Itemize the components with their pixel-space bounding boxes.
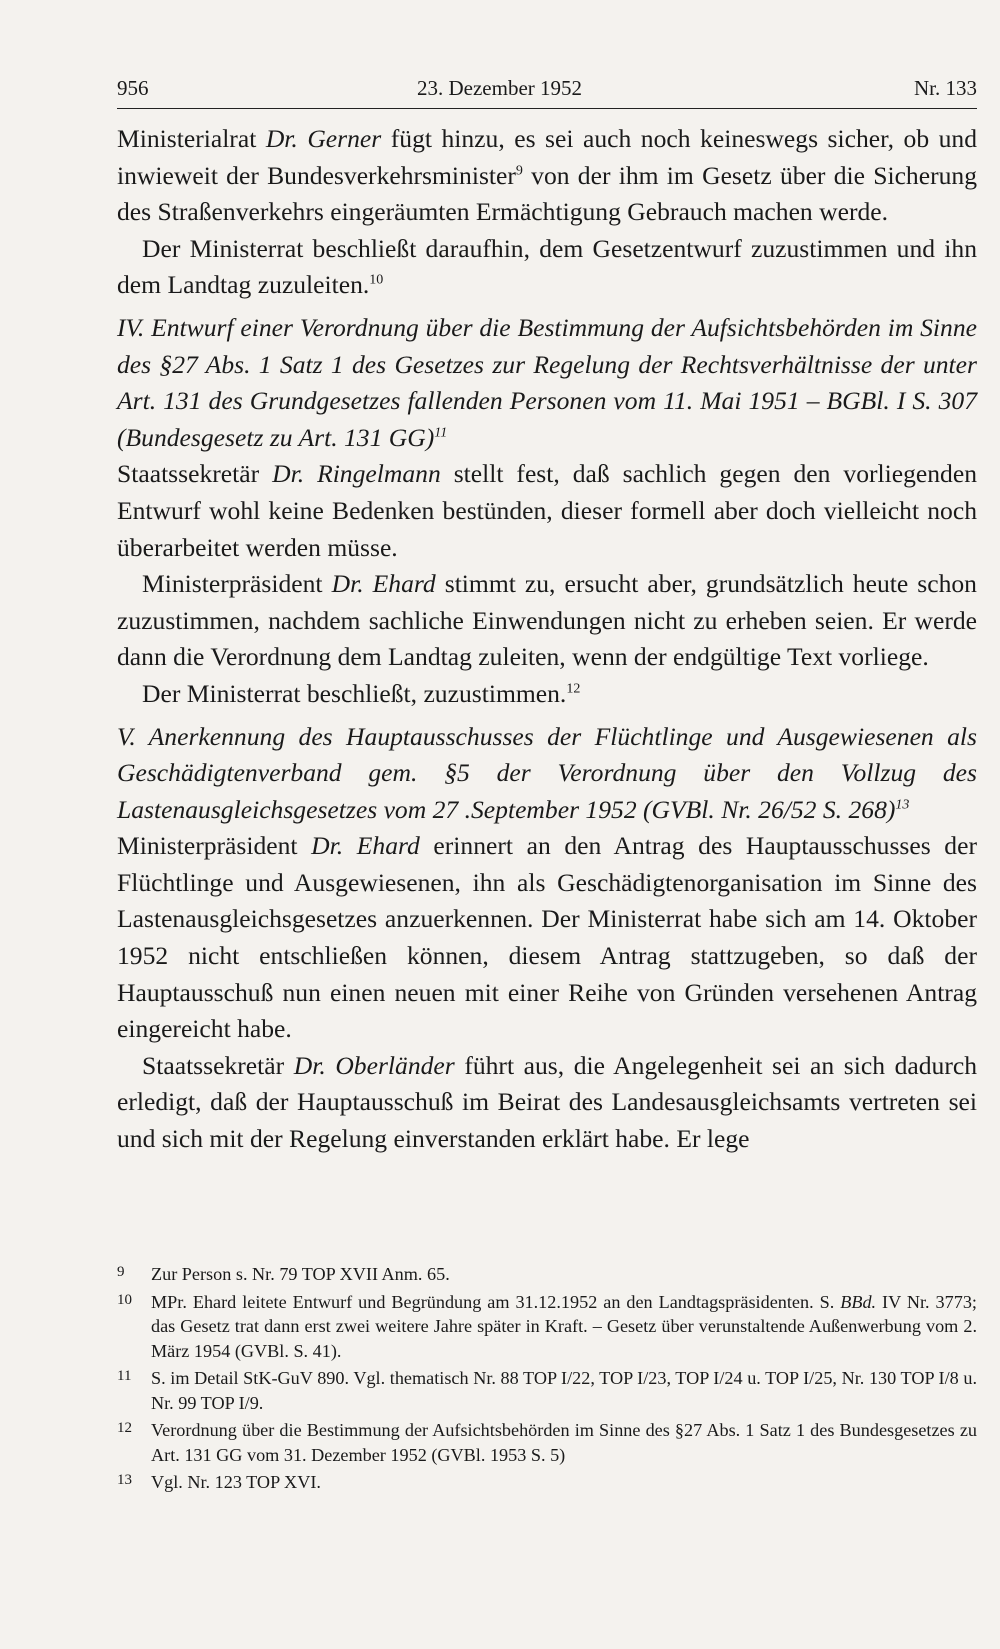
- header-date: 23. Dezember 1952: [417, 76, 583, 100]
- footnote: 9 Zur Person s. Nr. 79 TOP XVII Anm. 65.: [117, 1264, 450, 1284]
- footnote: 10 MPr. Ehard leitete Entwurf und Begründung am 31.12.1952 an den Landtagspräsidenten. S. BBd. IV Nr. 3773; das Gesetz trat dann erst zwei weitere Jahre später in Kraft. – Gesetz über verunstaltende Außenwerbung vom 2. März 1954 (GVBl. S. 41).: [117, 1291, 977, 1361]
- paragraph-gerner: Ministerialrat Dr. Gerner fügt hinzu, es sei auch noch keineswegs sicher, ob und inwieweit der Bundesverkehrsminister$^9$ von der ihm im Gesetz über die Sicherung des Straßenverkehrs eingeräumten Ermächtigung Gebrauch machen werde.: [117, 124, 978, 227]
- issue-number: Nr. 133: [914, 76, 977, 100]
- person-name: Oberländer: [335, 1050, 455, 1080]
- paragraph-decision-2: Der Ministerrat beschließt, zuzustimmen.$^{12}$: [142, 678, 581, 708]
- person-name: Ringelmann: [317, 459, 441, 489]
- person-name: Gerner: [307, 124, 382, 153]
- section-heading-iv: IV. Entwurf einer Verordnung über die Bestimmung der Aufsichtsbehörden im Sinne des §27 Abs. 1 Satz 1 des Gesetzes zur Regelung der Rechtsverhältnisse der unter Art. 131 des Grundgesetzes fallenden Personen vom 11. Mai 1951 – BGBl. I S. 307 (Bundesgesetz zu Art. 131 GG)$^{11}$: [117, 312, 977, 452]
- paragraph-decision-1: Der Ministerrat beschließt daraufhin, dem Gesetzentwurf zuzustimmen und ihn dem Landtag zuzuleiten.$^{10}$: [117, 233, 977, 300]
- footnote: 11 S. im Detail StK-GuV 890. Vgl. thematisch Nr. 88 TOP I/22, TOP I/23, TOP I/24 u. TOP I/25, Nr. 130 TOP I/8 u. Nr. 99 TOP I/9.: [117, 1368, 977, 1413]
- footnote-ref: 10: [369, 272, 384, 288]
- section-heading-v: V. Anerkennung des Hauptausschusses der Flüchtlinge und Ausgewiesenen als Geschädigtenverband gem. §5 der Verordnung über den Vollzug des Lastenausgleichsgesetzes vom 27 .September 1952 (GVBl. Nr. 26/52 S. 268)$^{13}$: [117, 721, 977, 824]
- person-name: Ehard: [356, 831, 420, 861]
- footnote: 12 Verordnung über die Bestimmung der Aufsichtsbehörden im Sinne des §27 Abs. 1 Satz 1 des Bundesgesetzes zu Art. 131 GG vom 31. Dezember 1952 (GVBl. 1953 S. 5): [117, 1420, 977, 1465]
- paragraph-ringelmann: Staatssekretär Dr. Ringelmann stellt fest, daß sachlich gegen den vorliegenden Entwurf wohl keine Bedenken bestünden, dieser formell aber doch vielleicht noch überarbeitet werden müsse.: [117, 459, 978, 562]
- paragraph-oberlaender: Staatssekretär Dr. Oberländer führt aus, die Angelegenheit sei an sich dadurch erledigt, daß der Hauptausschuß im Beirat des Landesausgleichsamts vertreten sei und sich mit der Regelung einverstanden erklärt habe. Er lege: [117, 1050, 978, 1154]
- footnote-ref: 9: [515, 163, 523, 179]
- footnote: 13 Vgl. Nr. 123 TOP XVI.: [117, 1472, 321, 1492]
- page-number: 956: [117, 76, 149, 100]
- footnote-ref: 11: [434, 425, 448, 441]
- footnotes: [117, 1262, 977, 1498]
- footnote-ref: 13: [895, 797, 910, 813]
- running-header: [117, 70, 977, 109]
- page: [117, 70, 977, 1158]
- paragraph-ehard-2: Ministerpräsident Dr. Ehard erinnert an den Antrag des Hauptausschusses der Flüchtlinge und Ausgewiesenen, ihn als Geschädigtenorganisation im Sinne des Lastenausgleichsgesetzes anzuerkennen. Der Ministerrat habe sich am 14. Oktober 1952 nicht entschließen können, diesem Antrag stattzugeben, so daß der Hauptausschuß nun einen neuen mit einer Reihe von Gründen versehenen Antrag eingereicht habe.: [117, 831, 977, 1044]
- person-name: Ehard: [372, 569, 436, 599]
- main-text: [117, 121, 977, 1158]
- paragraph-ehard-1: Ministerpräsident Dr. Ehard stimmt zu, ersucht aber, grundsätzlich heute schon zuzustimmen, nachdem sachliche Einwendungen nicht zu erheben seien. Er werde dann die Verordnung dem Landtag zuleiten, wenn der endgültige Text vorliege.: [117, 569, 977, 672]
- footnote-ref: 12: [566, 681, 581, 697]
